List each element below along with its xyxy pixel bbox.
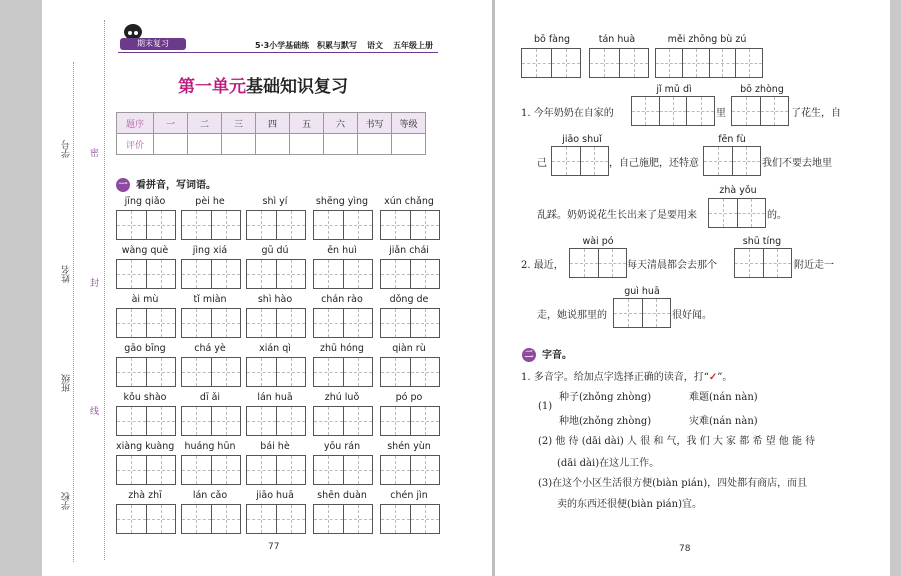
score-cell[interactable] [324,134,358,155]
polyphone-option[interactable]: 种子(zhǒng zhòng) [559,392,652,403]
polyphone-sentence[interactable]: (2) 他 待 (dāi dài) 人 很 和 气，我 们 大 家 都 希 望 他 能 待 [538,436,816,447]
q2-text: 附近走一 [794,260,834,271]
answer-boxes[interactable] [731,96,789,126]
s2-intro-end: ”。 [717,372,733,383]
score-cell[interactable] [154,134,188,155]
cut-mark-close: 封 [88,278,98,287]
pinyin-label: shēn duàn [317,490,367,501]
pinyin-label: pó po [395,392,423,403]
student-id-label: 学号 [62,140,72,158]
answer-boxes[interactable] [116,210,176,240]
answer-boxes[interactable] [116,357,176,387]
answer-boxes[interactable] [380,210,440,240]
header-rule [118,52,438,53]
answer-boxes[interactable] [380,259,440,289]
pinyin-label: zhū hóng [320,343,364,354]
q1-text: 乱踩。奶奶说花生长出来了是要用来 [537,210,697,221]
binding-line [73,62,74,562]
pinyin-label: xiàng kuàng [116,441,175,452]
answer-boxes[interactable] [703,146,761,176]
header-grade: 五年级上册 [393,41,433,50]
score-header-cell: 书写 [358,113,392,134]
title-unit: 第一单元 [178,77,246,97]
section-title: 字音。 [542,350,572,361]
s2-intro-text: 1. 多音字。给加点字选择正确的读音，打“ [521,372,709,383]
pinyin-label: zhà zhī [128,490,162,501]
answer-boxes[interactable] [380,357,440,387]
q1-text: ，自己施肥，还特意 [609,158,699,169]
q1-text: 里 [716,108,726,119]
answer-boxes[interactable] [380,406,440,436]
header-subtitle: 积累与默写 [317,41,357,50]
answer-boxes[interactable] [734,248,792,278]
cut-mark-seal: 密 [88,148,98,157]
answer-boxes[interactable] [569,248,627,278]
pinyin-label: kǒu shào [123,392,167,403]
pinyin-label: jiǎn chái [389,245,429,256]
score-header-cell: 三 [222,113,256,134]
pinyin-label: shū tíng [742,236,782,247]
page-number-left: 77 [268,542,280,552]
answer-boxes[interactable] [181,455,241,485]
q1-text: 我们不要去地里 [762,158,832,169]
pinyin-label: chán rào [321,294,363,305]
answer-boxes[interactable] [181,357,241,387]
answer-boxes[interactable] [181,504,241,534]
answer-boxes[interactable] [313,357,373,387]
answer-boxes[interactable] [313,259,373,289]
pinyin-label: chá yè [194,343,226,354]
q1-text: 的。 [767,210,787,221]
pinyin-label: bō zhòng [740,84,784,95]
pinyin-label: xún chǎng [384,196,434,207]
pinyin-label: jiāo shuǐ [562,134,602,145]
pinyin-label: wàng què [121,245,169,256]
answer-boxes[interactable] [181,210,241,240]
score-header-cell: 一 [154,113,188,134]
answer-boxes[interactable] [380,308,440,338]
pinyin-label: tán huà [598,34,636,45]
q2-text: 每天清晨都会去那个 [627,260,717,271]
page-number-right: 78 [679,544,691,554]
score-cell[interactable] [392,134,426,155]
score-header-cell: 题序 [117,113,154,134]
pinyin-label: ēn huì [327,245,357,256]
answer-boxes[interactable] [246,504,306,534]
answer-boxes[interactable] [313,504,373,534]
score-cell[interactable] [256,134,290,155]
s2-p1-label: (1) [538,401,553,412]
pinyin-label: jiāo huā [256,490,294,501]
score-row-label: 评价 [117,134,154,155]
pinyin-label: shén yùn [387,441,431,452]
answer-boxes[interactable] [631,96,715,126]
answer-boxes[interactable] [181,259,241,289]
pinyin-label: tǐ miàn [193,294,227,305]
pinyin-label: lán huā [257,392,293,403]
polyphone-option[interactable]: 种地(zhǒng zhòng) [559,416,652,427]
cut-line [104,20,105,560]
pinyin-label: zhú luǒ [324,392,360,403]
check-icon: ✓ [708,372,718,383]
answer-boxes[interactable] [613,298,671,328]
section-number: 二 [522,348,536,362]
page-title [178,72,348,97]
pinyin-label: bái hè [260,441,290,452]
pinyin-label: ài mù [131,294,159,305]
answer-boxes[interactable] [116,406,176,436]
q1-text: 了花生，自 [791,108,841,119]
pinyin-label: wài pó [582,236,614,247]
q2-text: 很好闻。 [672,310,712,321]
answer-boxes[interactable] [313,406,373,436]
score-header-cell: 四 [256,113,290,134]
polyphone-option[interactable]: 灾难(nán nàn) [689,416,758,427]
answer-boxes[interactable] [116,455,176,485]
score-header-cell: 等级 [392,113,426,134]
answer-boxes[interactable] [181,406,241,436]
polyphone-sentence[interactable]: (dāi dài)在这儿工作。 [557,458,660,469]
score-header-cell: 六 [324,113,358,134]
pinyin-label: dī ǎi [199,392,221,403]
pinyin-label: lán cǎo [192,490,228,501]
pinyin-label: fēn fù [718,134,746,145]
pinyin-label: yōu rán [323,441,361,452]
review-badge: 期末复习 [120,38,186,50]
score-cell[interactable] [222,134,256,155]
pinyin-label: gāo bīng [124,343,166,354]
answer-boxes[interactable] [380,504,440,534]
answer-boxes[interactable] [116,504,176,534]
answer-boxes[interactable] [246,357,306,387]
series-name: 5·3小学基础练 [255,41,310,50]
class-label: 班级 [62,374,72,392]
answer-boxes[interactable] [313,455,373,485]
name-label: 姓名 [62,265,72,283]
score-cell[interactable] [358,134,392,155]
score-table [116,112,426,155]
answer-boxes[interactable] [313,308,373,338]
score-header-cell: 五 [290,113,324,134]
pinyin-label: shēng yìng [315,196,369,207]
pinyin-label: měi zhōng bù zú [667,34,747,45]
pinyin-label: jǐ mǔ dì [656,84,692,95]
title-rest: 基础知识复习 [246,77,348,97]
polyphone-option[interactable]: 难题(nán nàn) [689,392,758,403]
polyphone-sentence[interactable]: (3)在这个小区生活很方便(biàn pián)，四处都有商店，而且 [538,478,808,489]
answer-boxes[interactable] [551,146,609,176]
pinyin-label: bō fàng [533,34,571,45]
pinyin-label: shì yí [262,196,288,207]
q2-text: 走，她说那里的 [537,310,607,321]
answer-boxes[interactable] [589,48,649,78]
section-1-heading [116,176,216,192]
pinyin-label: gū dú [261,245,289,256]
pinyin-label: zhà yǒu [719,185,757,196]
pinyin-label: pèi he [195,196,225,207]
score-cell[interactable] [188,134,222,155]
answer-boxes[interactable] [246,406,306,436]
answer-boxes[interactable] [116,308,176,338]
polyphone-sentence[interactable]: 卖的东西还很便(biàn pián)宜。 [557,499,702,510]
answer-boxes[interactable] [521,48,581,78]
school-label: 学校 [62,492,72,510]
section-number: 一 [116,178,130,192]
answer-boxes[interactable] [655,48,763,78]
answer-boxes[interactable] [246,259,306,289]
pinyin-label: jìng xiá [192,245,228,256]
answer-boxes[interactable] [246,308,306,338]
pinyin-label: jīng qiǎo [124,196,166,207]
score-header-cell: 二 [188,113,222,134]
pinyin-label: dǒng de [389,294,429,305]
answer-boxes[interactable] [246,455,306,485]
pinyin-label: qiàn rù [392,343,426,354]
answer-boxes[interactable] [380,455,440,485]
q2-text: 2. 最近， [521,260,564,271]
section-2-heading [522,346,572,362]
pinyin-label: chén jìn [390,490,428,501]
s2-intro [521,368,732,383]
score-cell[interactable] [290,134,324,155]
answer-boxes[interactable] [313,210,373,240]
answer-boxes[interactable] [181,308,241,338]
q1-text: 1. 今年奶奶在自家的 [521,108,614,119]
pinyin-label: xián qì [259,343,291,354]
answer-boxes[interactable] [708,198,766,228]
pinyin-label: guì huā [624,286,660,297]
header-subject: 语文 [367,41,383,50]
answer-boxes[interactable] [116,259,176,289]
cut-mark-line: 线 [88,406,98,415]
pinyin-label: shì hào [257,294,293,305]
section-title: 看拼音，写词语。 [136,180,216,191]
pinyin-label: huáng hūn [184,441,236,452]
answer-boxes[interactable] [246,210,306,240]
q1-text: 己 [537,158,547,169]
